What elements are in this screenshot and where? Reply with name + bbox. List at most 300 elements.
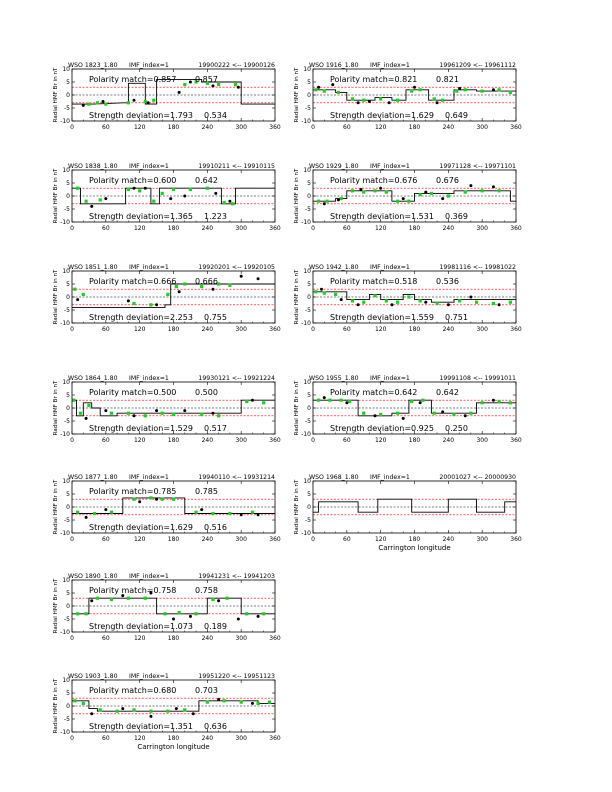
obs-black-point-3 <box>178 290 181 293</box>
obs-green-point-4 <box>362 412 365 415</box>
y-axis-label: Radial HMF Br in nT <box>294 67 300 123</box>
x-tick-label-5: 300 <box>235 326 247 333</box>
obs-green-point-5 <box>152 99 155 102</box>
obs-black-point-3 <box>368 100 371 103</box>
y-tick-label-4: 10 <box>62 167 70 174</box>
imf-index: IMF_index=1 <box>129 573 169 580</box>
x-tick-label-5: 300 <box>476 437 488 444</box>
obs-green-point-9 <box>223 699 226 702</box>
y-tick-label-1: -5 <box>305 206 311 213</box>
obs-black-point-5 <box>183 195 186 198</box>
obs-black-point-2 <box>357 303 360 306</box>
imf-index: IMF_index=1 <box>370 163 410 170</box>
x-tick-label-1: 60 <box>343 124 351 131</box>
y-axis-label: Radial HMF Br in nT <box>53 269 59 325</box>
y-tick-label-4: 10 <box>303 268 311 275</box>
obs-black-point-2 <box>359 188 362 191</box>
obs-green-point-9 <box>211 598 214 601</box>
x-tick-label-1: 60 <box>102 536 110 543</box>
panel-label: WSO 1942_1.80 <box>309 264 359 271</box>
panel-label: WSO 1968_1.80 <box>309 474 359 481</box>
obs-green-point-6 <box>385 191 388 194</box>
panel-label: WSO 1890_1.80 <box>68 573 118 580</box>
obs-green-point-6 <box>163 612 166 615</box>
obs-green-point-0 <box>76 187 79 190</box>
chart-panel-p5 <box>53 264 281 333</box>
obs-green-point-7 <box>178 611 181 614</box>
x-tick-label-4: 240 <box>201 536 214 543</box>
obs-green-point-3 <box>149 303 152 306</box>
obs-black-point-5 <box>424 191 427 194</box>
strength-deviation: Strength deviation=1.365 <box>89 212 193 221</box>
y-tick-label-3: 5 <box>66 491 70 498</box>
obs-green-point-1 <box>323 292 326 295</box>
obs-black-point-7 <box>498 303 501 306</box>
x-tick-label-1: 60 <box>102 124 110 131</box>
imf-index: IMF_index=1 <box>129 375 169 382</box>
y-tick-label-3: 5 <box>307 281 311 288</box>
obs-black-point-2 <box>149 715 152 718</box>
date-range: 19991108 <-- 19991011 <box>439 375 516 382</box>
obs-green-point-4 <box>127 412 130 415</box>
obs-black-point-1 <box>127 299 130 302</box>
polarity-value: 0.642 <box>195 176 218 185</box>
obs-black-point-2 <box>133 187 136 190</box>
x-tick-label-1: 60 <box>343 225 351 232</box>
obs-green-point-6 <box>161 192 164 195</box>
y-tick-label-3: 5 <box>66 690 70 697</box>
obs-black-point-1 <box>104 197 107 200</box>
obs-black-point-6 <box>436 101 439 104</box>
obs-black-point-1 <box>340 298 343 301</box>
obs-green-point-9 <box>419 193 422 196</box>
obs-green-point-4 <box>362 99 365 102</box>
panel-label: WSO 1929_1.80 <box>309 163 359 170</box>
strength-value: 0.534 <box>204 111 227 120</box>
x-tick-label-2: 120 <box>374 437 387 444</box>
obs-green-point-2 <box>334 293 337 296</box>
obs-green-point-3 <box>132 498 135 501</box>
obs-black-point-0 <box>85 417 88 420</box>
date-range: 19981116 <-- 19981022 <box>439 264 516 271</box>
obs-black-point-4 <box>419 401 422 404</box>
y-tick-label-2: 0 <box>307 92 311 99</box>
x-tick-label-2: 120 <box>133 326 146 333</box>
y-tick-label-4: 10 <box>62 677 70 684</box>
obs-green-point-4 <box>127 597 130 600</box>
x-tick-label-3: 180 <box>167 326 180 333</box>
obs-green-point-2 <box>110 511 113 514</box>
x-tick-label-1: 60 <box>343 326 351 333</box>
obs-green-point-4 <box>138 189 141 192</box>
x-tick-label-0: 0 <box>311 536 315 543</box>
obs-black-point-6 <box>257 513 260 516</box>
obs-black-point-0 <box>82 104 85 107</box>
x-tick-label-3: 180 <box>167 635 180 642</box>
obs-green-point-12 <box>268 701 271 704</box>
imf-index: IMF_index=1 <box>129 62 169 69</box>
obs-black-point-1 <box>121 707 124 710</box>
x-tick-label-4: 240 <box>201 635 214 642</box>
obs-green-point-5 <box>373 294 376 297</box>
x-tick-label-0: 0 <box>311 124 315 131</box>
strength-value: 0.250 <box>445 424 468 433</box>
x-tick-label-4: 240 <box>201 437 214 444</box>
obs-green-point-0 <box>72 399 75 402</box>
obs-green-point-5 <box>149 710 152 713</box>
obs-green-point-5 <box>144 597 147 600</box>
x-tick-label-3: 180 <box>408 326 421 333</box>
y-tick-label-0: -10 <box>60 530 70 537</box>
strength-value: 0.189 <box>204 622 227 631</box>
obs-green-point-13 <box>492 302 495 305</box>
obs-green-point-1 <box>84 612 87 615</box>
obs-green-point-1 <box>325 200 328 203</box>
obs-green-point-2 <box>340 399 343 402</box>
obs-green-point-8 <box>200 413 203 416</box>
chart-panel-p7 <box>53 375 281 444</box>
y-tick-label-1: -5 <box>305 307 311 314</box>
obs-green-point-0 <box>87 103 90 106</box>
strength-value: 0.516 <box>204 523 227 532</box>
y-tick-label-4: 10 <box>303 167 311 174</box>
obs-green-point-11 <box>245 612 248 615</box>
obs-black-point-0 <box>85 516 88 519</box>
obs-green-point-3 <box>110 412 113 415</box>
obs-green-point-11 <box>458 299 461 302</box>
strength-deviation: Strength deviation=1.559 <box>330 313 434 322</box>
obs-green-point-3 <box>127 188 130 191</box>
x-tick-label-5: 300 <box>476 225 488 232</box>
y-tick-label-4: 10 <box>303 66 311 73</box>
model-line <box>72 284 275 307</box>
x-tick-label-1: 60 <box>102 326 110 333</box>
obs-green-point-6 <box>166 710 169 713</box>
x-tick-label-4: 240 <box>201 225 214 232</box>
obs-green-point-3 <box>116 710 119 713</box>
y-tick-label-2: 0 <box>307 193 311 200</box>
obs-black-point-4 <box>189 615 192 618</box>
x-tick-label-0: 0 <box>70 437 74 444</box>
obs-green-point-5 <box>152 200 155 203</box>
date-range: 19930121 <-- 19921224 <box>198 375 275 382</box>
y-axis-label: Radial HMF Br in nT <box>294 269 300 325</box>
obs-black-point-5 <box>211 412 214 415</box>
strength-deviation: Strength deviation=1.793 <box>89 111 193 120</box>
obs-green-point-12 <box>262 612 265 615</box>
date-range: 19961209 <-- 19961112 <box>439 62 516 69</box>
obs-green-point-14 <box>509 401 512 404</box>
obs-green-point-5 <box>379 97 382 100</box>
x-tick-label-3: 180 <box>167 735 180 742</box>
obs-green-point-12 <box>481 401 484 404</box>
x-tick-label-2: 120 <box>374 124 387 131</box>
obs-black-point-3 <box>155 409 158 412</box>
imf-index: IMF_index=1 <box>129 474 169 481</box>
x-tick-label-3: 180 <box>167 124 180 131</box>
obs-green-point-5 <box>161 498 164 501</box>
x-tick-label-4: 240 <box>442 326 455 333</box>
y-tick-label-0: -10 <box>60 431 70 438</box>
obs-black-point-1 <box>104 508 107 511</box>
obs-green-point-6 <box>172 498 175 501</box>
x-tick-label-0: 0 <box>70 124 74 131</box>
x-tick-label-2: 120 <box>133 536 146 543</box>
x-tick-label-5: 300 <box>235 124 247 131</box>
obs-green-point-2 <box>87 404 90 407</box>
x-tick-label-6: 360 <box>269 124 281 131</box>
obs-black-point-4 <box>424 301 427 304</box>
obs-black-point-0 <box>90 712 93 715</box>
y-tick-label-2: 0 <box>66 703 70 710</box>
x-tick-label-3: 180 <box>408 536 421 543</box>
obs-black-point-2 <box>133 99 136 102</box>
x-tick-label-0: 0 <box>70 536 74 543</box>
x-tick-label-3: 180 <box>408 124 421 131</box>
obs-black-point-5 <box>217 698 220 701</box>
obs-black-point-6 <box>469 296 472 299</box>
obs-green-point-1 <box>93 512 96 515</box>
x-tick-label-0: 0 <box>70 735 74 742</box>
y-tick-label-3: 5 <box>66 79 70 86</box>
y-tick-label-0: -10 <box>60 729 70 736</box>
obs-black-point-3 <box>390 303 393 306</box>
y-tick-label-2: 0 <box>66 92 70 99</box>
obs-green-point-0 <box>76 612 79 615</box>
date-range: 19951220 <-- 19951123 <box>198 673 275 680</box>
y-tick-label-0: -10 <box>301 320 311 327</box>
obs-black-point-1 <box>102 100 105 103</box>
obs-green-point-9 <box>206 187 209 190</box>
obs-green-point-1 <box>84 200 87 203</box>
x-tick-label-3: 180 <box>408 437 421 444</box>
obs-black-point-0 <box>76 298 79 301</box>
obs-black-point-0 <box>323 396 326 399</box>
x-tick-label-6: 360 <box>510 326 522 333</box>
strength-value: 0.369 <box>445 212 468 221</box>
polarity-match: Polarity match=0.758 <box>89 586 177 595</box>
obs-green-point-10 <box>225 597 228 600</box>
panel-label: WSO 1851_1.80 <box>68 264 118 271</box>
obs-black-point-4 <box>169 197 172 200</box>
y-tick-label-2: 0 <box>66 504 70 511</box>
x-tick-label-5: 300 <box>235 735 247 742</box>
obs-green-point-10 <box>452 413 455 416</box>
x-tick-label-6: 360 <box>269 735 281 742</box>
panel-label: WSO 1877_1.80 <box>68 474 118 481</box>
obs-black-point-8 <box>492 185 495 188</box>
chart-panel-p10 <box>294 474 522 552</box>
obs-black-point-2 <box>155 303 158 306</box>
x-tick-label-4: 240 <box>201 124 214 131</box>
x-axis-label: Carrington longitude <box>137 743 210 751</box>
obs-green-point-13 <box>497 400 500 403</box>
panel-label: WSO 1903_1.80 <box>68 673 118 680</box>
x-tick-label-2: 120 <box>374 225 387 232</box>
obs-green-point-3 <box>351 299 354 302</box>
x-tick-label-2: 120 <box>133 225 146 232</box>
x-tick-label-5: 300 <box>476 124 488 131</box>
model-line <box>313 499 516 512</box>
obs-black-point-7 <box>237 86 240 89</box>
obs-green-point-0 <box>314 290 317 293</box>
obs-black-point-2 <box>357 101 360 104</box>
obs-green-point-2 <box>340 197 343 200</box>
obs-green-point-0 <box>76 511 79 514</box>
y-axis-label: Radial HMF Br in nT <box>53 479 59 535</box>
obs-green-point-6 <box>161 412 164 415</box>
strength-deviation: Strength deviation=0.925 <box>330 424 434 433</box>
obs-black-point-5 <box>240 513 243 516</box>
x-tick-label-1: 60 <box>102 225 110 232</box>
obs-green-point-4 <box>362 301 365 304</box>
obs-black-point-8 <box>492 88 495 91</box>
obs-black-point-7 <box>492 399 495 402</box>
chart-panel-p4 <box>294 163 522 232</box>
polarity-match: Polarity match=0.821 <box>330 75 418 84</box>
obs-green-point-14 <box>497 189 500 192</box>
obs-green-point-14 <box>497 88 500 91</box>
strength-value: 1.223 <box>204 212 227 221</box>
obs-green-point-5 <box>144 414 147 417</box>
obs-black-point-4 <box>200 508 203 511</box>
x-tick-label-2: 120 <box>133 124 146 131</box>
x-tick-label-0: 0 <box>70 635 74 642</box>
obs-black-point-6 <box>251 399 254 402</box>
y-tick-label-4: 10 <box>62 268 70 275</box>
y-tick-label-0: -10 <box>60 320 70 327</box>
polarity-match: Polarity match=0.785 <box>89 487 177 496</box>
strength-value: 0.517 <box>204 424 227 433</box>
strength-value: 0.649 <box>445 111 468 120</box>
x-tick-label-3: 180 <box>408 225 421 232</box>
obs-green-point-7 <box>410 90 413 93</box>
x-tick-label-3: 180 <box>167 536 180 543</box>
x-tick-label-2: 120 <box>133 635 146 642</box>
x-tick-label-6: 360 <box>269 437 281 444</box>
obs-green-point-10 <box>240 701 243 704</box>
x-tick-label-4: 240 <box>201 326 214 333</box>
x-tick-label-0: 0 <box>311 225 315 232</box>
obs-black-point-4 <box>178 91 181 94</box>
obs-green-point-1 <box>82 293 85 296</box>
obs-green-point-10 <box>430 192 433 195</box>
obs-green-point-7 <box>194 511 197 514</box>
y-tick-label-3: 5 <box>66 590 70 597</box>
obs-black-point-1 <box>345 401 348 404</box>
x-tick-label-3: 180 <box>167 437 180 444</box>
obs-green-point-2 <box>99 708 102 711</box>
y-tick-label-1: -5 <box>64 716 70 723</box>
panel-label: WSO 1864_1.80 <box>68 375 118 382</box>
obs-black-point-4 <box>192 712 195 715</box>
y-tick-label-2: 0 <box>307 504 311 511</box>
obs-green-point-7 <box>396 301 399 304</box>
x-tick-label-5: 300 <box>235 225 247 232</box>
obs-black-point-7 <box>458 87 461 90</box>
obs-green-point-9 <box>419 299 422 302</box>
y-tick-label-4: 10 <box>62 379 70 386</box>
obs-green-point-3 <box>351 97 354 100</box>
obs-black-point-5 <box>413 86 416 89</box>
date-range: 19900222 <-- 19900126 <box>198 62 275 69</box>
obs-green-point-4 <box>362 191 365 194</box>
polarity-value: 0.821 <box>436 75 459 84</box>
obs-green-point-8 <box>419 88 422 91</box>
obs-green-point-14 <box>509 301 512 304</box>
x-tick-label-6: 360 <box>269 536 281 543</box>
obs-green-point-6 <box>183 83 186 86</box>
obs-green-point-7 <box>396 200 399 203</box>
obs-green-point-5 <box>373 189 376 192</box>
y-tick-label-3: 5 <box>66 281 70 288</box>
obs-green-point-0 <box>317 200 320 203</box>
strength-deviation: Strength deviation=1.073 <box>89 622 193 631</box>
obs-black-point-7 <box>228 200 231 203</box>
strength-deviation: Strength deviation=1.531 <box>330 212 434 221</box>
x-tick-label-4: 240 <box>442 225 455 232</box>
obs-green-point-4 <box>149 496 152 499</box>
obs-green-point-0 <box>73 288 76 291</box>
y-axis-label: Radial HMF Br in nT <box>53 168 59 224</box>
date-range: 19941231 <-- 19941203 <box>198 573 275 580</box>
x-tick-label-1: 60 <box>102 437 110 444</box>
y-tick-label-1: -5 <box>305 517 311 524</box>
obs-green-point-8 <box>211 512 214 515</box>
panel-label: WSO 1823_1.80 <box>68 62 118 69</box>
obs-black-point-6 <box>441 197 444 200</box>
y-tick-label-0: -10 <box>60 118 70 125</box>
y-tick-label-3: 5 <box>307 392 311 399</box>
y-axis-label: Radial HMF Br in nT <box>294 479 300 535</box>
chart-panel-p12 <box>53 673 281 751</box>
obs-green-point-13 <box>481 189 484 192</box>
y-tick-label-2: 0 <box>66 193 70 200</box>
imf-index: IMF_index=1 <box>370 474 410 481</box>
obs-green-point-0 <box>73 699 76 702</box>
date-range: 19971128 <-- 19971101 <box>439 163 516 170</box>
x-axis-label: Carrington longitude <box>378 544 451 552</box>
imf-index: IMF_index=1 <box>370 375 410 382</box>
polarity-value: 0.676 <box>436 176 459 185</box>
imf-index: IMF_index=1 <box>129 163 169 170</box>
obs-black-point-0 <box>320 288 323 291</box>
obs-black-point-6 <box>214 192 217 195</box>
y-tick-label-4: 10 <box>303 379 311 386</box>
x-tick-label-2: 120 <box>133 735 146 742</box>
panel-label: WSO 1838_1.80 <box>68 163 118 170</box>
strength-value: 0.755 <box>204 313 227 322</box>
x-tick-label-2: 120 <box>133 437 146 444</box>
obs-green-point-4 <box>144 100 147 103</box>
obs-black-point-6 <box>251 702 254 705</box>
polarity-value: 0.857 <box>195 75 218 84</box>
obs-green-point-8 <box>189 188 192 191</box>
obs-green-point-2 <box>337 91 340 94</box>
date-range: 19940110 <-- 19931214 <box>198 474 275 481</box>
y-tick-label-0: -10 <box>301 219 311 226</box>
obs-black-point-1 <box>337 198 340 201</box>
obs-green-point-8 <box>407 200 410 203</box>
x-tick-label-6: 360 <box>269 326 281 333</box>
strength-deviation: Strength deviation=1.529 <box>89 424 193 433</box>
x-tick-label-5: 300 <box>235 635 247 642</box>
y-tick-label-1: -5 <box>64 616 70 623</box>
obs-green-point-8 <box>194 612 197 615</box>
x-tick-label-6: 360 <box>269 635 281 642</box>
x-tick-label-6: 360 <box>269 225 281 232</box>
obs-green-point-15 <box>509 91 512 94</box>
